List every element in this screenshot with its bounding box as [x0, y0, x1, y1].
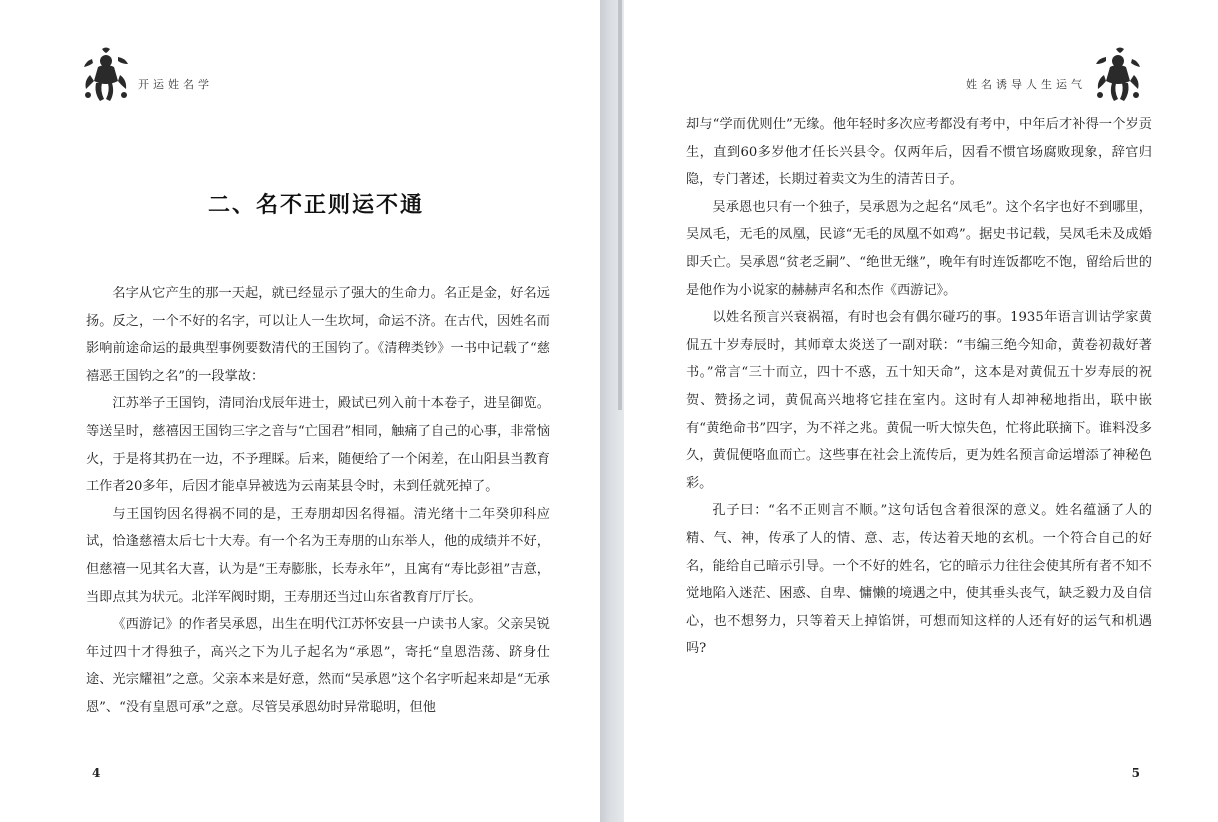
left-body-text [86, 280, 550, 722]
chapter-title: 二、名不正则运不通 [207, 193, 424, 218]
book-gutter [600, 0, 624, 822]
paragraph-continuation: 却与“学而优则仕”无缘。他年轻时多次应考都没有考中，中年后才补得一个岁贡生，直到60多岁他才任长兴县令。仅两年后，因看不惯官场腐败现象，辞官归隐，专门著述，长期过着卖文为生的清苦日子。 [686, 117, 1152, 188]
running-head-text: 姓名诱导人生运气 [966, 78, 1086, 91]
left-page [0, 0, 600, 822]
page-number: 5 [1131, 766, 1140, 780]
right-body-text [686, 111, 1152, 663]
paragraph: 江苏举子王国钧，清同治戊辰年进士，殿试已列入前十本卷子，进呈御览。等送呈时，慈禧因王国钧三字之音与“亡国君”相同，触痛了自己的心事，非常恼火，于是将其扔在一边，不予理睬。后来，随便给了一个闲差，在山阳县当教育工作者20多年，后因才能卓异被选为云南某县令时，未到任就死掉了。 [86, 396, 550, 495]
running-head-text: 开运姓名学 [138, 78, 213, 91]
right-running-head [966, 44, 1144, 104]
ornament-figure-icon [80, 45, 130, 103]
paragraph: 名字从它产生的那一天起，就已经显示了强大的生命力。名正是金，好名远扬。反之，一个不好的名字，可以让人一生坎坷，命运不济。在古代，因姓名而影响前途命运的最典型事例要数清代的王国钧了。《清稗类钞》一书中记载了“慈禧恶王国钧之名”的一段掌故： [86, 286, 550, 384]
paragraph: 《西游记》的作者吴承恩，出生在明代江苏怀安县一户读书人家。父亲吴锐年过四十才得独子，高兴之下为儿子起名为“承恩”，寄托“皇恩浩荡、跻身仕途、光宗耀祖”之意。父亲本来是好意，然而“吴承恩”这个名字听起来却是“无承恩”、“没有皇恩可承”之意。尽管吴承恩幼时异常聪明，但他 [86, 617, 550, 715]
paragraph: 与王国钧因名得祸不同的是，王寿朋却因名得福。清光绪十二年癸卯科应试，恰逢慈禧太后七十大寿。有一个名为王寿朋的山东举人，他的成绩并不好，但慈禧一见其名大喜，认为是“王寿膨胀，长寿永年”，且寓有“寿比彭祖”吉意，当即点其为状元。北洋军阀时期，王寿朋还当过山东省教育厅厅长。 [86, 506, 550, 605]
gutter-fold [618, 0, 622, 410]
paragraph: 孔子曰：“名不正则言不顺。”这句话包含着很深的意义。姓名蕴涵了人的精、气、神，传承了人的情、意、志，传达着天地的玄机。一个符合自己的好名，能给自己暗示引导。一个不好的姓名，它的暗示力往往会使其所有者不知不觉地陷入迷茫、困惑、自卑、慵懒的境遇之中，使其垂头丧气，缺乏毅力及自信心，也不想努力，只等着天上掉馅饼，可想而知这样的人还有好的运气和机遇吗? [686, 503, 1152, 657]
paragraph: 吴承恩也只有一个独子，吴承恩为之起名“凤毛”。这个名字也好不到哪里，吴凤毛，无毛的凤凰，民谚“无毛的凤凰不如鸡”。据史书记载，吴凤毛未及成婚即夭亡。吴承恩“贫老乏嗣”、“绝世无继”，晚年有时连饭都吃不饱，留给后世的是他作为小说家的赫赫声名和杰作《西游记》。 [686, 199, 1152, 298]
left-running-head [80, 44, 213, 104]
paragraph: 以姓名预言兴衰祸福，有时也会有偶尔碰巧的事。1935年语言训诂学家黄侃五十岁寿辰时，其师章太炎送了一副对联：“韦编三绝今知命，黄卷初裁好著书。”常言“三十而立，四十不惑，五十知天命”，这本是对黄侃五十岁寿辰的祝贺、赞扬之词，黄侃高兴地将它挂在室内。这时有人却神秘地指出，联中嵌有“黄绝命书”四字，为不祥之兆。黄侃一听大惊失色，忙将此联摘下。谁料没多久，黄侃便咯血而亡。这些事在社会上流传后，更为姓名预言命运增添了神秘色彩。 [686, 310, 1152, 491]
page-number: 4 [92, 766, 101, 780]
ornament-figure-icon [1094, 45, 1144, 103]
right-page [624, 0, 1218, 822]
